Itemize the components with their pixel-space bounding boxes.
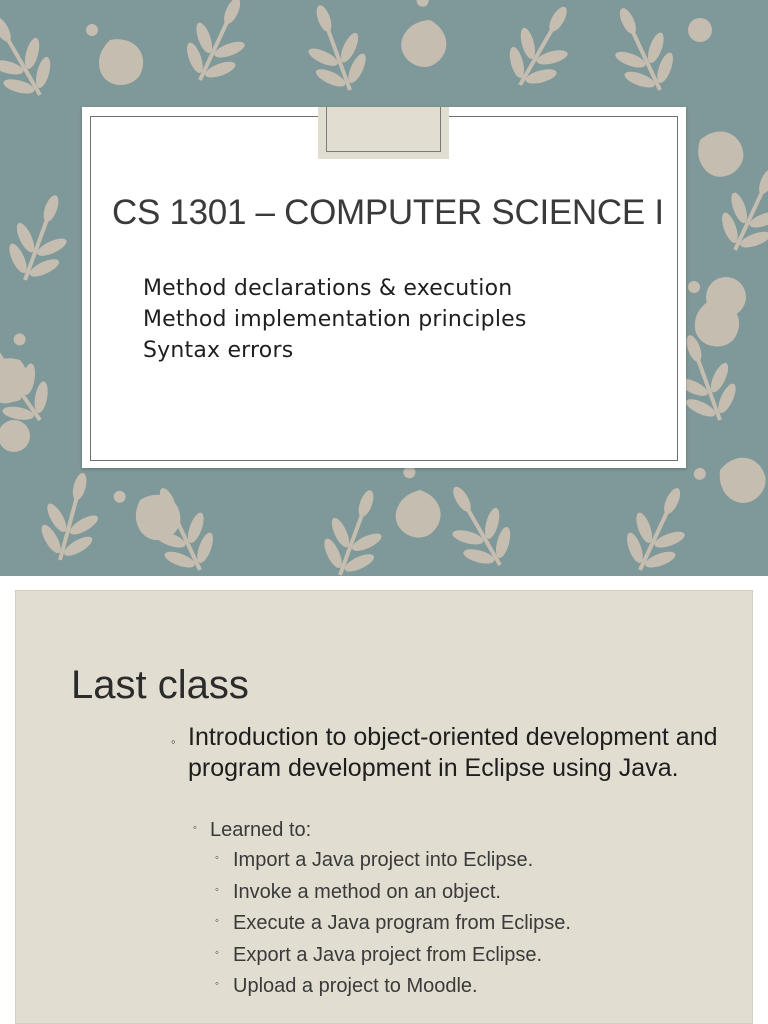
list-item — [215, 849, 571, 881]
bullet-circle-icon: ◦ — [215, 978, 219, 990]
subtitle-line: Method implementation principles — [143, 307, 527, 332]
subtitle-line: Syntax errors — [143, 338, 294, 363]
bullet-text: Import a Java project into Eclipse. — [233, 849, 534, 871]
bullet-text: Invoke a method on an object. — [233, 880, 501, 903]
bullet-circle-icon: ◦ — [215, 946, 219, 959]
bullet-text: Learned to: — [210, 819, 312, 841]
tab-outline — [326, 107, 441, 152]
content-slide — [15, 590, 753, 1024]
slide-title: CS 1301 – COMPUTER SCIENCE I — [112, 193, 664, 232]
list-item — [215, 912, 571, 944]
title-card — [82, 107, 686, 468]
bullet-text: Upload a project to Moodle. — [233, 975, 478, 997]
bullet-text: Introduction to object-oriented development and program development in Eclipse using Java. — [188, 723, 718, 782]
subtitle-line: Method declarations & execution — [143, 276, 513, 301]
list-item — [215, 881, 571, 913]
bullet-circle-icon: ◦ — [215, 852, 219, 864]
bullet-level-2 — [193, 819, 311, 842]
bullet-level-3-list — [215, 849, 571, 1007]
bullet-circle-icon: ◦ — [193, 822, 197, 834]
bullet-circle-icon: ◦ — [171, 734, 176, 749]
subtitle-list — [143, 273, 527, 366]
slide-heading: Last class — [71, 663, 249, 707]
bullet-level-1 — [171, 722, 731, 784]
bullet-circle-icon: ◦ — [215, 883, 219, 896]
card-tab-decoration — [318, 107, 449, 159]
bullet-text: Export a Java project from Eclipse. — [233, 943, 543, 966]
list-item — [215, 944, 571, 976]
bullet-circle-icon: ◦ — [215, 915, 219, 927]
list-item — [215, 975, 571, 1007]
bullet-text: Execute a Java program from Eclipse. — [233, 912, 571, 934]
